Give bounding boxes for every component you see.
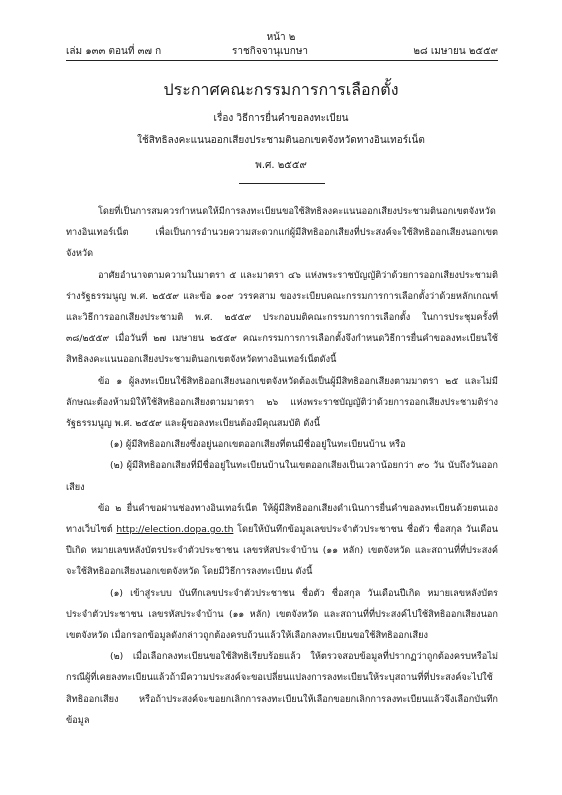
page-number: หน้า ๒	[266, 32, 296, 43]
body-paragraph	[66, 201, 498, 265]
title-underline	[239, 183, 325, 184]
publication-name: ราชกิจจานุเบกษา	[232, 46, 309, 57]
paragraph-text: ข้อ ๑ ผู้ลงทะเบียนใช้สิทธิออกเสียงนอกเขตจังหวัดต้องเป็นผู้มีสิทธิออกเสียงตามมาตรา ๒๕ และไม่มีลักษณะต้องห้ามมิให้ใช้สิทธิออกเสียงตามมาตรา ๒๖ แห่งพระราชบัญญัติว่าด้วยการออกเสียงประชามติร่างรัฐธรรมนูญ พ.ศ. ๒๕๕๙ และผู้ขอลงทะเบียนต้องมีคุณสมบัติ ดังนี้	[66, 375, 498, 430]
paragraph-text: อาศัยอำนาจตามความในมาตรา ๕ และมาตรา ๔๖ แห่งพระราชบัญญัติว่าด้วยการออกเสียงประชามติร่างรัฐธรรมนูญ พ.ศ. ๒๕๕๙ และข้อ ๑๐๙ วรรคสาม ของระเบียบคณะกรรมการการเลือกตั้งว่าด้วยหลักเกณฑ์และวิธีการออกเสียงประชามติ พ.ศ. ๒๕๕๙ ประกอบมติคณะกรรมการการเลือกตั้ง ในการประชุมครั้งที่ ๓๘/๒๕๕๙ เมื่อวันที่ ๒๗ เมษายน ๒๕๕๙ คณะกรรมการการเลือกตั้งจึงกำหนดวิธีการยื่นคำขอลงทะเบียนใช้สิทธิลงคะแนนออกเสียงประชามตินอกเขตจังหวัดทางอินเทอร์เน็ตดังนี้	[66, 269, 498, 366]
volume-issue: เล่ม ๑๓๓ ตอนที่ ๓๗ ก	[66, 46, 162, 57]
body-paragraph	[66, 434, 498, 455]
paragraph-text: (๒) ผู้มีสิทธิออกเสียงที่มีชื่ออยู่ในทะเบียนบ้านในเขตออกเสียงเป็นเวลาน้อยกว่า ๙๐ วัน นับถึงวันออกเสียง	[66, 460, 498, 493]
announcement-body	[66, 201, 498, 731]
body-paragraph	[66, 583, 498, 647]
paragraph-text: โดยที่เป็นการสมควรกำหนดให้มีการลงทะเบียนขอใช้สิทธิลงคะแนนออกเสียงประชามตินอกเขตจังหวัดทางอินเทอร์เน็ต เพื่อเป็นการอำนวยความสะดวกแก่ผู้มีสิทธิออกเสียงที่ประสงค์จะใช้สิทธิออกเสียงนอกเขตจังหวัด	[66, 206, 498, 260]
paragraph-text: (๑) ผู้มีสิทธิออกเสียงซึ่งอยู่นอกเขตออกเสียงที่ตนมีชื่ออยู่ในทะเบียนบ้าน หรือ	[110, 439, 406, 451]
announcement-year: พ.ศ. ๒๕๕๙	[255, 160, 307, 171]
paragraph-text: ข้อ ๒ ยื่นคำขอผ่านช่องทางอินเทอร์เน็ต ให้ผู้มีสิทธิออกเสียงดำเนินการยื่นคำขอลงทะเบียนด้วยตนเองทางเว็บไซต์	[66, 502, 498, 536]
body-paragraph	[66, 498, 498, 583]
header-divider	[66, 60, 498, 61]
election-website-link[interactable]: http://election.dopa.go.th	[116, 524, 234, 536]
body-paragraph	[66, 646, 498, 731]
announcement-title: ประกาศคณะกรรมการการเลือกตั้ง	[163, 80, 399, 99]
paragraph-text: โดยให้บันทึกข้อมูลเลขประจำตัวประชาชน ชื่อตัว ชื่อสกุล วันเดือนปีเกิด หมายเลขหลังบัตรประจำตัวประชาชน เลขรหัสประจำบ้าน (๑๑ หลัก) เขตจังหวัด และสถานที่ที่ประสงค์จะใช้สิทธิออกเสียงนอกเขตจังหวัด โดยมีวิธีการลงทะเบียน ดังนี้	[66, 524, 498, 578]
subject-line: เรื่อง วิธีการยื่นคำขอลงทะเบียน	[213, 113, 349, 124]
subject-detail: ใช้สิทธิลงคะแนนออกเสียงประชามตินอกเขตจังหวัดทางอินเทอร์เน็ต	[137, 135, 425, 146]
publication-date: ๒๘ เมษายน ๒๕๕๙	[413, 46, 498, 57]
paragraph-text: (๑) เข้าสู่ระบบ บันทึกเลขประจำตัวประชาชน ชื่อตัว ชื่อสกุล วันเดือนปีเกิด หมายเลขหลังบัตรประจำตัวประชาชน เลขรหัสประจำบ้าน (๑๑ หลัก) เขตจังหวัด และสถานที่ที่ประสงค์ไปใช้สิทธิออกเสียงนอกเขตจังหวัด เมื่อกรอกข้อมูลดังกล่าวถูกต้องครบถ้วนแล้วให้เลือกลงทะเบียนขอใช้สิทธิออกเสียง	[66, 587, 498, 642]
paragraph-text: (๒) เมื่อเลือกลงทะเบียนขอใช้สิทธิเรียบร้อยแล้ว ให้ตรวจสอบข้อมูลที่ปรากฏว่าถูกต้องครบหรือไม่ กรณีผู้ที่เคยลงทะเบียนแล้วถ้ามีความประสงค์จะขอเปลี่ยนแปลงการลงทะเบียนให้ระบุสถานที่ที่ประสงค์จะไปใช้สิทธิออกเสียง หรือถ้าประสงค์จะขอยกเลิกการลงทะเบียนให้เลือกขอยกเลิกการลงทะเบียนแล้วจึงเลือกบันทึกข้อมูล	[66, 651, 498, 726]
body-paragraph	[66, 265, 498, 371]
body-paragraph	[66, 455, 498, 497]
body-paragraph	[66, 371, 498, 435]
